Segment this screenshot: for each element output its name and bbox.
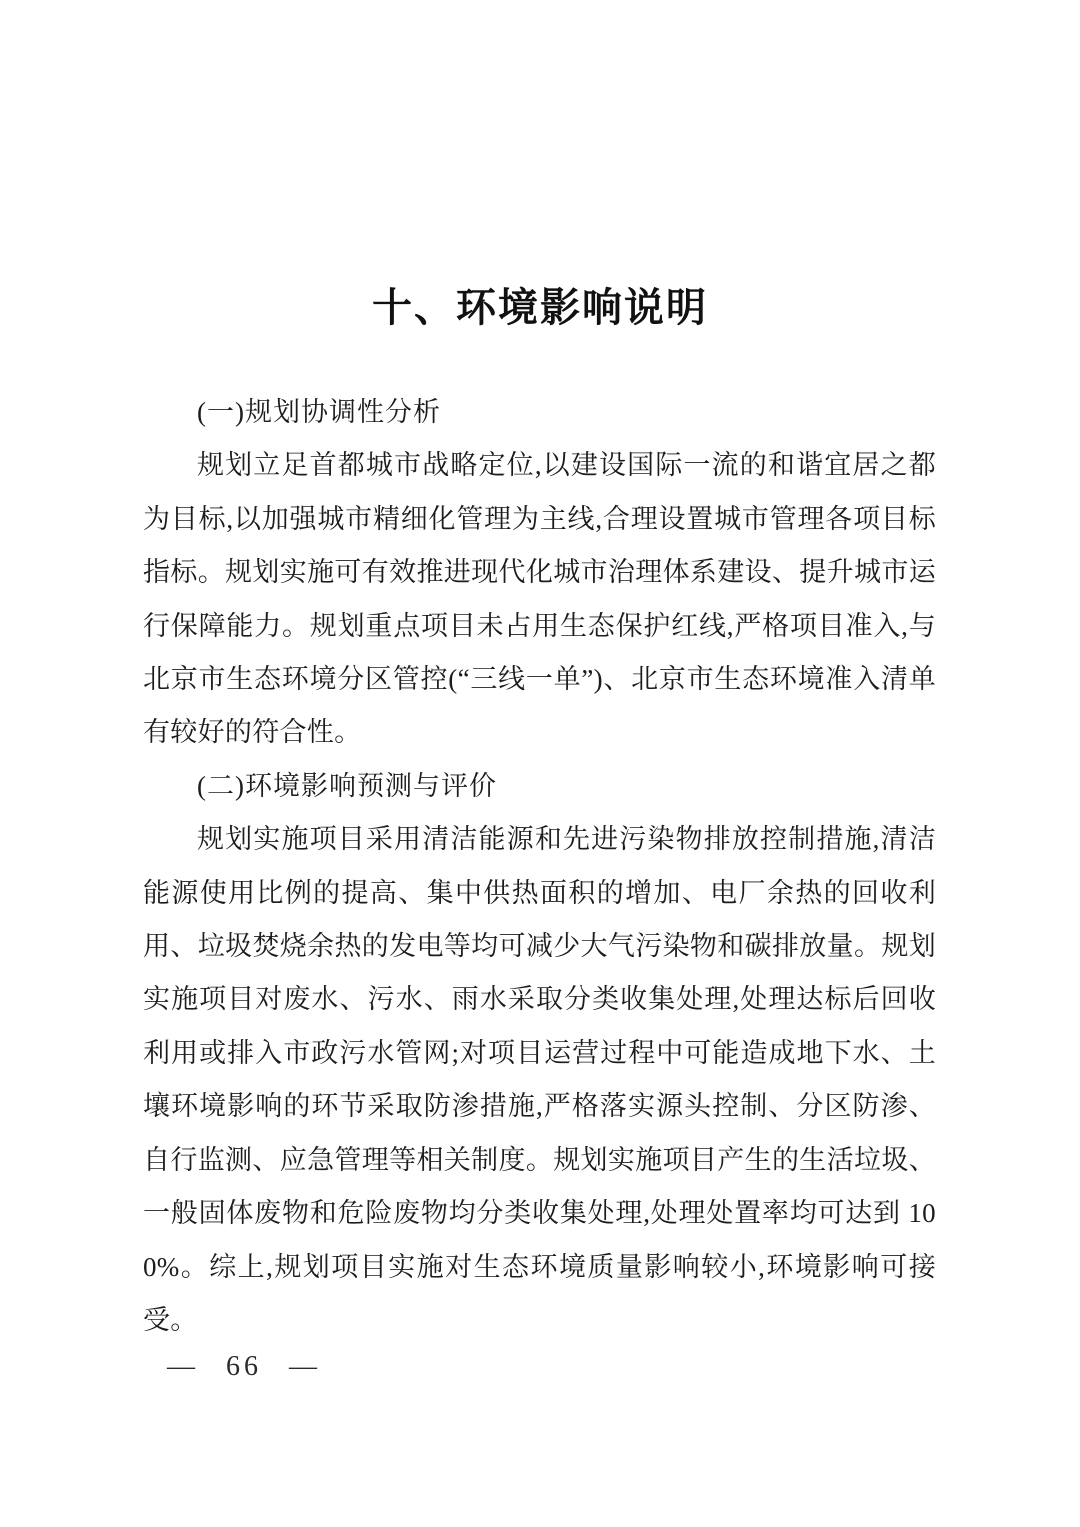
section-heading-2: (二)环境影响预测与评价: [197, 770, 497, 801]
document-title: 十、环境影响说明: [372, 285, 708, 330]
section-heading-1: (一)规划协调性分析: [197, 397, 441, 427]
page-number: — 66 —: [167, 1351, 321, 1382]
document-body: [143, 386, 936, 1347]
body-paragraph-1: 规划立足首都城市战略定位,以建设国际一流的和谐宜居之都为目标,以加强城市精细化管理为主线,合理设置城市管理各项目标指标。规划实施可有效推进现代化城市治理体系建设、提升城市运行保障能力。规划重点项目未占用生态保护红线,严格项目准入,与北京市生态环境分区管控(“三线一单”)、北京市生态环境准入清单有较好的符合性。: [143, 450, 936, 748]
body-paragraph-2: 规划实施项目采用清洁能源和先进污染物排放控制措施,清洁能源使用比例的提高、集中供热面积的增加、电厂余热的回收利用、垃圾焚烧余热的发电等均可减少大气污染物和碳排放量。规划实施项目对废水、污水、雨水采取分类收集处理,处理达标后回收利用或排入市政污水管网;对项目运营过程中可能造成地下水、土壤环境影响的环节采取防渗措施,严格落实源头控制、分区防渗、自行监测、应急管理等相关制度。规划实施项目产生的生活垃圾、一般固体废物和危险废物均分类收集处理,处理处置率均可达到 100%。综上,规划项目实施对生态环境质量影响较小,环境影响可接受。: [143, 824, 936, 1335]
